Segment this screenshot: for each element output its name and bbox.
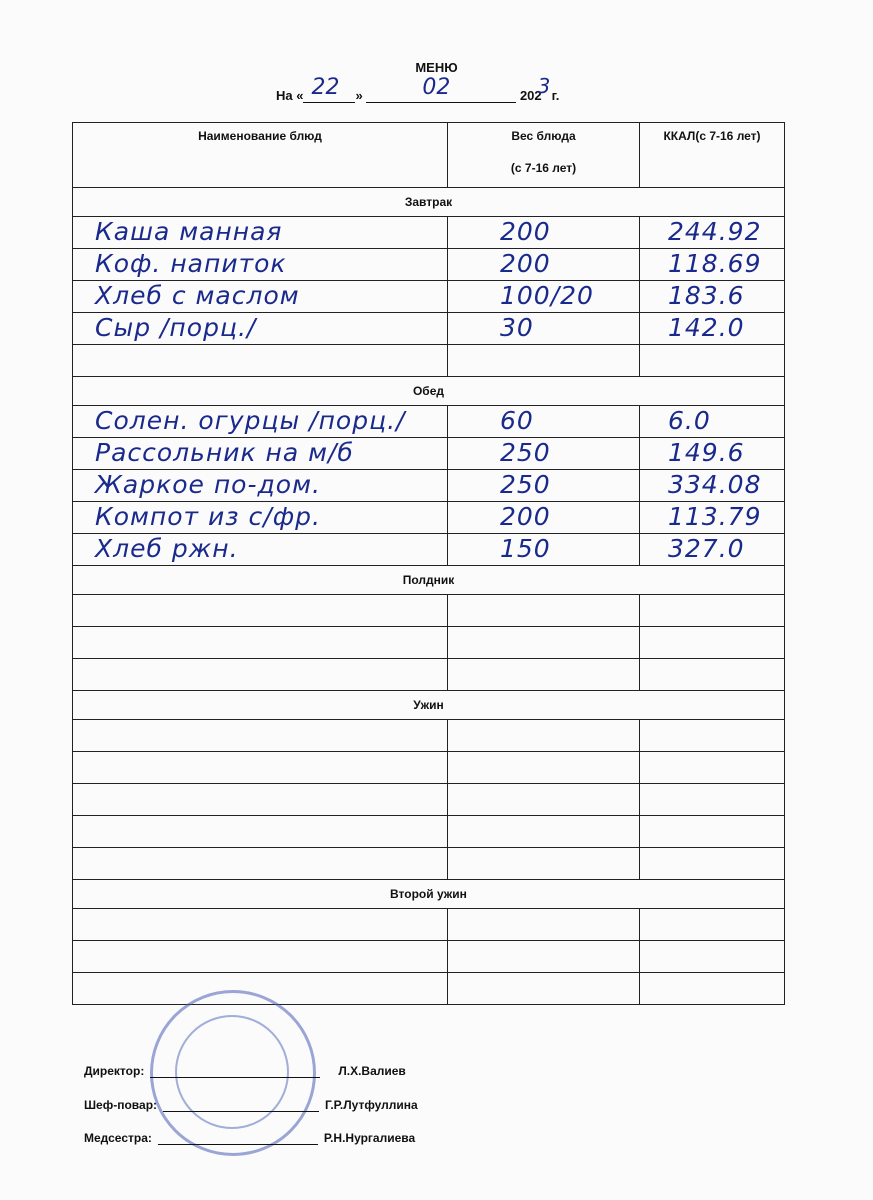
dish-name: [73, 313, 448, 345]
table-row-empty: [73, 848, 785, 880]
table-row-empty: [73, 345, 785, 377]
date-line: [276, 74, 560, 103]
section-breakfast: [73, 188, 785, 217]
dish-kcal-text: 118.69: [668, 249, 762, 278]
menu-table: [72, 122, 785, 1005]
col-kcal-header: ККАЛ(с 7-16 лет): [640, 123, 785, 188]
date-day: 22: [311, 75, 340, 100]
date-month: 02: [422, 75, 451, 100]
dish-weight-text: 250: [500, 470, 551, 499]
dish-name: [73, 406, 448, 438]
section-title: Полдник: [73, 566, 785, 595]
dish-weight-text: 30: [500, 313, 534, 342]
chef-signature-row: [84, 1098, 418, 1112]
table-row-empty: [73, 973, 785, 1005]
signature-line: [150, 1065, 320, 1078]
date-prefix: На «: [276, 88, 304, 103]
director-signature-row: [84, 1064, 406, 1078]
dish-name: [73, 534, 448, 566]
dish-name-text: Хлеб с маслом: [95, 281, 300, 310]
section-title: Ужин: [73, 691, 785, 720]
dish-name: [73, 502, 448, 534]
dish-name-text: Компот из с/фр.: [95, 502, 321, 531]
table-row: [73, 281, 785, 313]
dish-weight: [448, 249, 640, 281]
dish-kcal: [640, 217, 785, 249]
dish-kcal: [640, 249, 785, 281]
director-label: Директор:: [84, 1064, 145, 1078]
signature-line: [163, 1099, 319, 1112]
nurse-signature-row: [84, 1131, 415, 1145]
dish-name-text: Сыр /порц./: [95, 313, 257, 342]
section-title: Завтрак: [73, 188, 785, 217]
table-row: [73, 438, 785, 470]
table-row: [73, 249, 785, 281]
date-year-digit: 3: [537, 74, 551, 98]
dish-kcal-text: 113.79: [668, 502, 762, 531]
section-title: Второй ужин: [73, 880, 785, 909]
table-row-empty: [73, 784, 785, 816]
date-suffix: г.: [551, 88, 560, 103]
section-title: Обед: [73, 377, 785, 406]
table-row: [73, 217, 785, 249]
date-mid: »: [355, 88, 363, 103]
dish-weight: [448, 502, 640, 534]
table-row-empty: [73, 595, 785, 627]
nurse-name: Р.Н.Нургалиева: [323, 1131, 416, 1145]
dish-weight-text: 150: [500, 534, 551, 563]
section-second-dinner: [73, 880, 785, 909]
table-row-empty: [73, 941, 785, 973]
dish-name: [73, 249, 448, 281]
table-row-empty: [73, 816, 785, 848]
dish-weight: [448, 217, 640, 249]
dish-weight-text: 200: [500, 502, 551, 531]
col-name-header: Наименование блюд: [73, 123, 448, 188]
table-row-empty: [73, 752, 785, 784]
dish-kcal-text: 6.0: [668, 406, 711, 435]
date-month-blank: [366, 75, 516, 103]
dish-kcal: [640, 406, 785, 438]
dish-kcal: [640, 438, 785, 470]
dish-kcal-text: 244.92: [668, 217, 762, 246]
col-weight-label: Вес блюда: [511, 129, 576, 143]
table-row-empty: [73, 627, 785, 659]
section-dinner: [73, 691, 785, 720]
dish-name-text: Каша манная: [95, 217, 283, 246]
date-day-blank: [303, 75, 355, 103]
dish-kcal-text: 183.6: [668, 281, 745, 310]
dish-name-text: Рассольник на м/б: [95, 438, 354, 467]
table-row-empty: [73, 659, 785, 691]
chef-name: Г.Р.Лутфуллина: [325, 1098, 418, 1112]
dish-kcal-text: 334.08: [668, 470, 762, 499]
table-row: [73, 534, 785, 566]
page-title: МЕНЮ: [415, 60, 458, 75]
dish-weight-text: 100/20: [500, 281, 594, 310]
dish-kcal: [640, 313, 785, 345]
dish-weight-text: 200: [500, 249, 551, 278]
header-row: [73, 123, 785, 188]
dish-kcal-text: 327.0: [668, 534, 745, 563]
dish-kcal-text: 149.6: [668, 438, 745, 467]
dish-weight: [448, 534, 640, 566]
dish-name-text: Солен. огурцы /порц./: [95, 406, 406, 435]
director-name: Л.Х.Валиев: [338, 1064, 406, 1078]
dish-name-text: Хлеб ржн.: [95, 534, 239, 563]
dish-weight-text: 60: [500, 406, 534, 435]
col-weight-sub: (с 7-16 лет): [510, 161, 577, 175]
dish-weight: [448, 470, 640, 502]
dish-name-text: Коф. напиток: [95, 249, 287, 278]
nurse-label: Медсестра:: [84, 1131, 152, 1145]
signature-line: [158, 1132, 318, 1145]
table-row: [73, 502, 785, 534]
dish-weight: [448, 313, 640, 345]
dish-kcal: [640, 502, 785, 534]
chef-label: Шеф-повар:: [84, 1098, 158, 1112]
table-row: [73, 470, 785, 502]
dish-weight: [448, 406, 640, 438]
date-year-prefix: 202: [519, 88, 542, 103]
dish-kcal: [640, 470, 785, 502]
dish-kcal: [640, 534, 785, 566]
dish-weight-text: 250: [500, 438, 551, 467]
table-row: [73, 313, 785, 345]
dish-name-text: Жаркое по-дом.: [95, 470, 321, 499]
dish-name: [73, 470, 448, 502]
col-weight-header: [448, 123, 640, 188]
table-row-empty: [73, 909, 785, 941]
section-snack: [73, 566, 785, 595]
dish-name: [73, 438, 448, 470]
table-row: [73, 406, 785, 438]
dish-weight: [448, 281, 640, 313]
dish-name: [73, 217, 448, 249]
table-row-empty: [73, 720, 785, 752]
dish-name: [73, 281, 448, 313]
dish-weight: [448, 438, 640, 470]
dish-weight-text: 200: [500, 217, 551, 246]
dish-kcal: [640, 281, 785, 313]
section-lunch: [73, 377, 785, 406]
dish-kcal-text: 142.0: [668, 313, 745, 342]
